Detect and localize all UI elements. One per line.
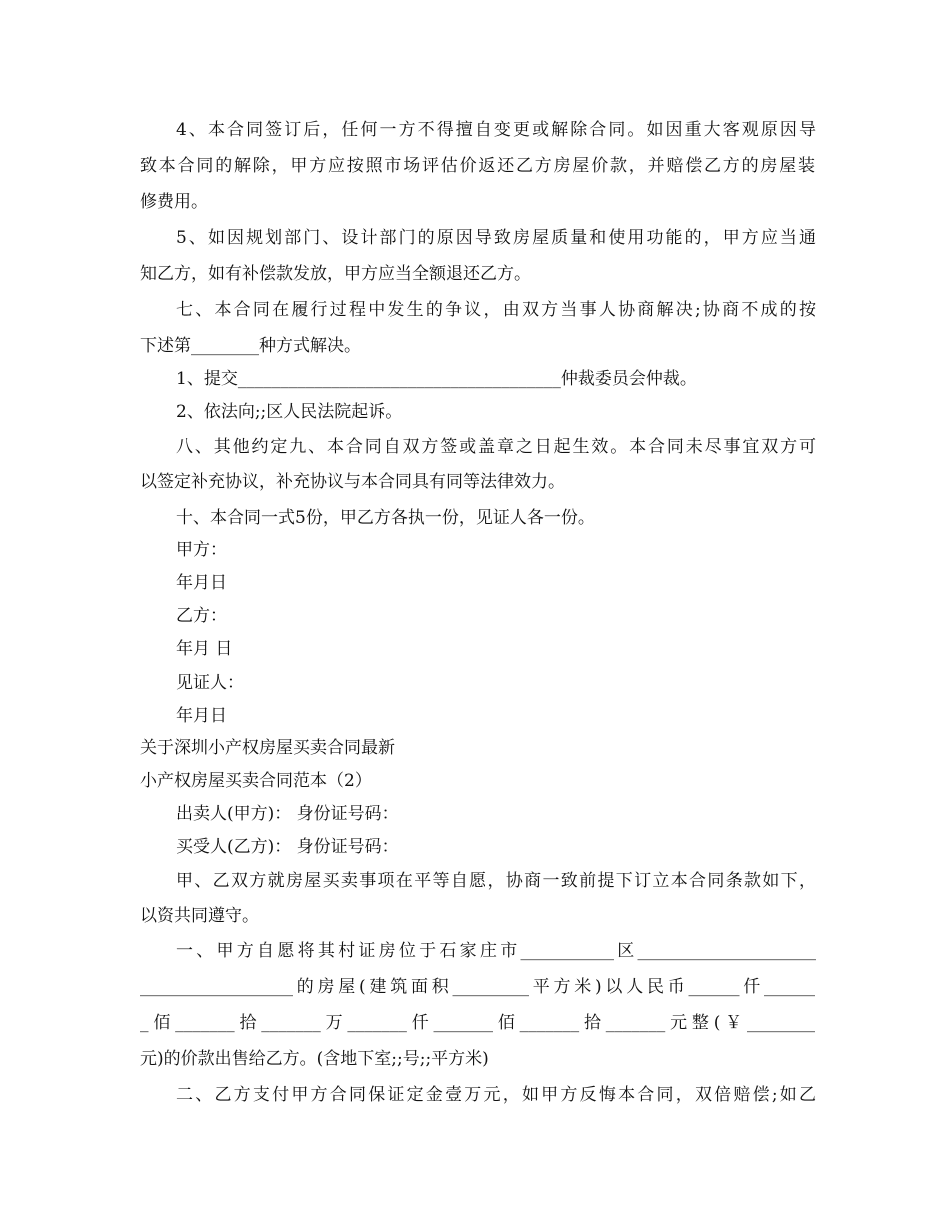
- seller-info: 出卖人(甲方)： 身份证号码：: [176, 804, 399, 824]
- clause-8-line-1: 八、其他约定九、本合同自双方签或盖章之日起生效。本合同未尽事宜双方可: [176, 437, 816, 457]
- party-a-signature: 甲方：: [176, 540, 227, 560]
- article-2-line-1: 二、乙方支付甲方合同保证定金壹万元，如甲方反悔本合同，双倍赔偿;如乙: [176, 1085, 816, 1105]
- witness-signature: 见证人：: [176, 673, 244, 693]
- clause-4-line-2: 致本合同的解除，甲方应按照市场评估价返还乙方房屋价款，并赔偿乙方的房屋装: [140, 156, 815, 176]
- article-1-line-2: __________________的房屋(建筑面积_________平方米)以人民币______仟______: [140, 977, 815, 997]
- party-b-date: 年月 日: [176, 639, 233, 659]
- party-b-signature: 乙方：: [176, 606, 227, 626]
- section-heading: 关于深圳小产权房屋买卖合同最新: [140, 738, 395, 758]
- preamble-line-2: 以资共同遵守。: [140, 906, 259, 926]
- clause-5-line-1: 5、如因规划部门、设计部门的原因导致房屋质量和使用功能的，甲方应当通: [176, 228, 816, 248]
- clause-10: 十、本合同一式5份，甲乙方各执一份，见证人各一份。: [176, 508, 595, 528]
- clause-4-line-3: 修费用。: [140, 192, 208, 212]
- court-option: 2、依法向;;区人民法院起诉。: [176, 402, 403, 422]
- clause-7-line-2: 下述第________种方式解决。: [140, 336, 361, 356]
- arbitration-option: 1、提交______________________________________仲裁委员会仲裁。: [176, 369, 697, 389]
- article-1-line-4: 元)的价款出售给乙方。(含地下室;;号;;平方米): [140, 1049, 489, 1069]
- clause-5-line-2: 知乙方，如有补偿款发放，甲方应当全额退还乙方。: [140, 264, 531, 284]
- clause-4-line-1: 4、本合同签订后，任何一方不得擅自变更或解除合同。如因重大客观原因导: [176, 120, 816, 140]
- buyer-info: 买受人(乙方)： 身份证号码：: [176, 837, 399, 857]
- clause-8-line-2: 以签定补充协议，补充协议与本合同具有同等法律效力。: [140, 472, 565, 492]
- article-1-line-3: _佰_______拾_______万_______仟_______佰_______拾_______元整(￥________: [140, 1013, 815, 1033]
- section-subheading: 小产权房屋买卖合同范本（2）: [140, 771, 372, 791]
- party-a-date: 年月日: [176, 573, 227, 593]
- article-1-line-1: 一、甲方自愿将其村证房位于石家庄市___________区_____________________: [176, 941, 816, 961]
- clause-7-line-1: 七、本合同在履行过程中发生的争议，由双方当事人协商解决;协商不成的按: [176, 300, 816, 320]
- witness-date: 年月日: [176, 706, 227, 726]
- preamble-line-1: 甲、乙双方就房屋买卖事项在平等自愿，协商一致前提下订立本合同条款如下，: [176, 871, 816, 891]
